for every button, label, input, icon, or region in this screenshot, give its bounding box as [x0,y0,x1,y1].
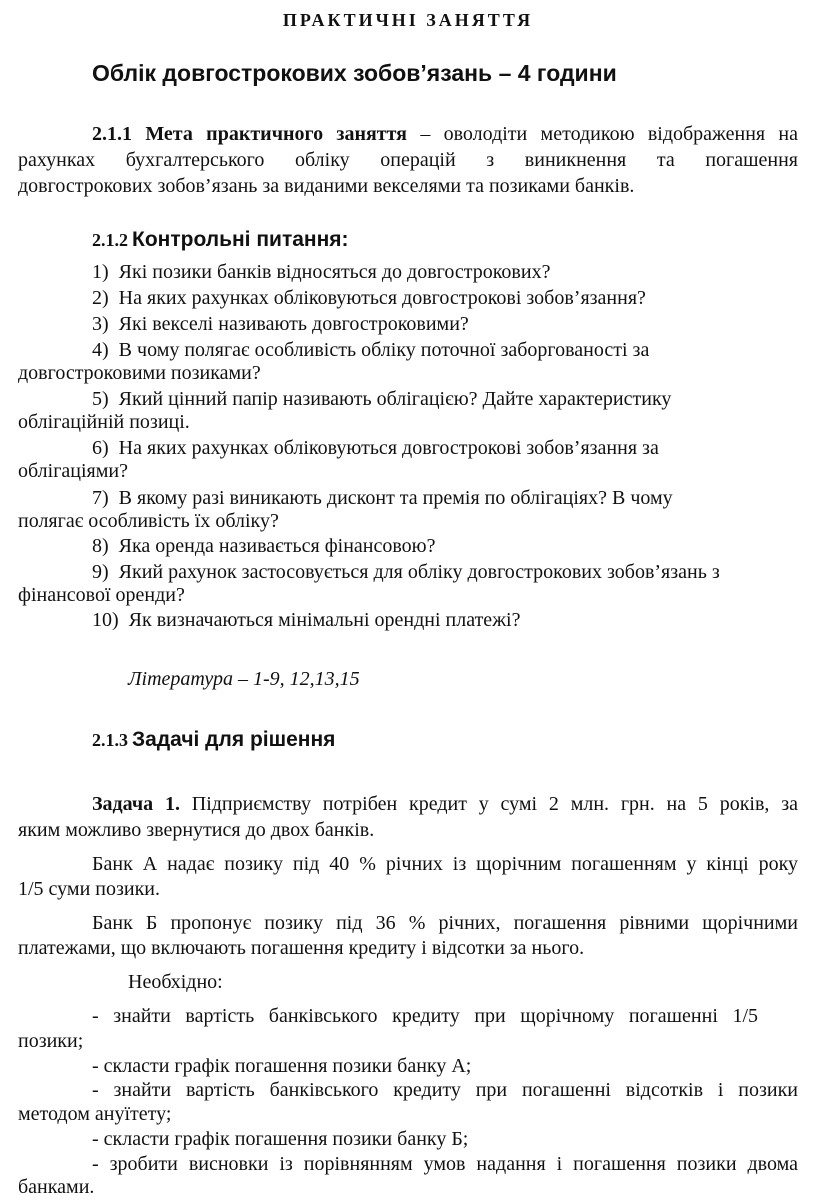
question-number: 5) [92,388,109,410]
question-number: 3) [92,313,109,335]
question-10 [92,607,520,633]
question-number: 2) [92,287,109,309]
tasks-heading [92,728,335,752]
question-text: Які позики банків відносяться до довгострокових? [118,261,551,283]
requirement-3-line-1: - знайти вартість банківського кредиту при погашенні відсотків і позики [92,1079,798,1101]
question-text: Який цінний папір називають облігацією? Дайте характеристику [118,388,672,410]
bank-a-line-2: 1/5 суми позики. [18,878,160,900]
requirement-3-line-2: методом ануїтету; [18,1103,172,1125]
required-label: Необхідно: [128,971,223,993]
task1-line-1 [92,791,798,817]
requirement-1-line-2: позики; [18,1030,84,1052]
requirement-5-line-1: - зробити висновки із порівнянням умов надання і погашення позики двома [92,1153,798,1175]
goal-line-1 [92,121,798,147]
requirement-4: - скласти графік погашення позики банку Б; [92,1128,469,1150]
questions-number: 2.1.2 [92,230,128,250]
requirement-5-line-2: банками. [18,1176,95,1198]
question-text: На яких рахунках обліковуються довгострокові зобов’язання? [118,287,646,309]
question-number: 9) [92,561,109,583]
goal-number: 2.1.1 [92,123,132,145]
goal-text-start: – оволодіти методикою відображення на [407,123,798,145]
task1-line-2: яким можливо звернутися до двох банків. [18,819,375,841]
question-4-cont: довгостроковими позиками? [18,362,261,384]
question-6-cont: облігаціями? [18,460,128,482]
tasks-number: 2.1.3 [92,730,128,750]
page-title: Облік довгострокових зобов’язань – 4 години [92,60,617,86]
tasks-title: Задачі для рішення [132,728,336,751]
question-number: 10) [92,609,119,631]
question-text: Яка оренда називається фінансовою? [118,535,436,557]
goal-line-2: рахунках бухгалтерського обліку операцій з виникнення та погашення [18,149,798,171]
task1-text-start: Підприємству потрібен кредит у сумі 2 млн. грн. на 5 років, за [179,793,798,815]
bank-a-line-1: Банк А надає позику під 40 % річних із щорічним погашенням у кінці року [92,853,798,875]
requirement-1-line-1: - знайти вартість банківського кредиту при щорічному погашенні 1/5 [92,1005,758,1027]
question-text: Який рахунок застосовується для обліку довгострокових зобов’язань з [118,561,720,583]
question-text: Які векселі називають довгостроковими? [118,313,469,335]
question-2 [92,285,646,311]
task1-label: Задача 1. [92,793,180,815]
goal-line-3: довгострокових зобов’язань за виданими векселями та позиками банків. [18,175,635,197]
question-number: 6) [92,437,109,459]
question-7-cont: полягає особливість їх обліку? [18,510,279,532]
question-text: В чому полягає особливість обліку поточної заборгованості за [118,339,650,361]
bank-b-line-2: платежами, що включають погашення кредиту і відсотки за нього. [18,937,585,959]
question-number: 4) [92,339,109,361]
questions-title: Контрольні питання: [132,228,349,251]
question-text: В якому разі виникають дисконт та премія по облігаціях? В чому [118,487,673,509]
page-heading: ПРАКТИЧНІ ЗАНЯТТЯ [282,10,534,30]
questions-heading [92,228,349,252]
question-1 [92,259,550,285]
requirement-2: - скласти графік погашення позики банку А; [92,1055,472,1077]
question-number: 8) [92,535,109,557]
question-text: Як визначаються мінімальні орендні платежі? [128,609,521,631]
goal-label: Мета практичного заняття [145,123,407,145]
question-9-cont: фінансової оренди? [18,584,185,606]
question-5-cont: облігаційній позиці. [18,411,190,433]
question-8 [92,533,436,559]
question-number: 1) [92,261,109,283]
literature-reference: Література – 1-9, 12,13,15 [128,668,360,690]
question-text: На яких рахунках обліковуються довгострокові зобов’язання за [118,437,659,459]
bank-b-line-1: Банк Б пропонує позику під 36 % річних, погашення рівними щорічними [92,912,798,934]
question-3 [92,311,469,337]
question-9 [92,559,720,585]
question-6 [92,435,659,461]
question-number: 7) [92,487,109,509]
